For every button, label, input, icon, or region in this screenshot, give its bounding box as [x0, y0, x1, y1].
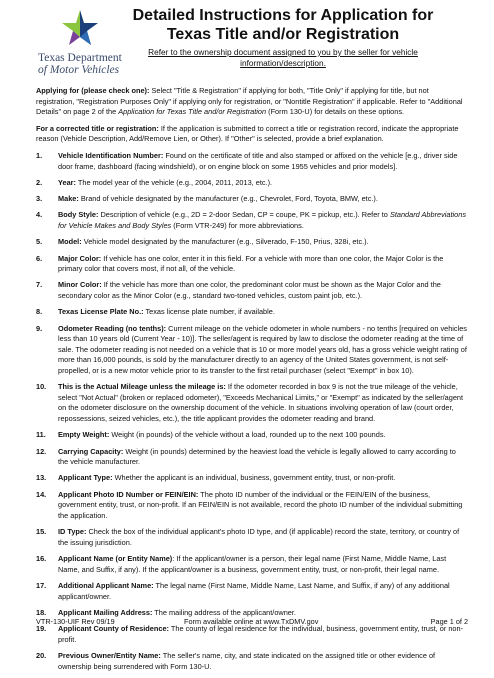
item-number: 7. — [36, 280, 43, 290]
intro-applying-for — [36, 86, 468, 118]
item-number: 9. — [36, 323, 43, 333]
item-label: Model: — [58, 237, 82, 247]
intro-label: For a corrected title or registration: — [36, 123, 159, 133]
subtitle-line1: Refer to the ownership document assigned to you by the seller for vehicle — [148, 47, 418, 57]
item-label: Year: — [58, 177, 76, 187]
intro-corrected-title — [36, 124, 468, 145]
form-availability: Form available online at www.TxDMV.gov — [184, 617, 319, 626]
item-label: Body Style: — [58, 210, 99, 220]
logo-text-line1: Texas Department — [38, 52, 122, 64]
item-label: Previous Owner/Entity Name: — [58, 651, 161, 660]
item-number: 8. — [36, 307, 43, 317]
item-label: Carrying Capacity: — [58, 446, 124, 456]
item-text: If the vehicle has more than one color, the predominant color must be shown as the Major Color and the secondary color as the Minor Color (e.g., standard two-toned vehicles, custom paint job, etc.). — [58, 280, 441, 301]
item-text: Whether the applicant is an individual, business, government entity, trust, or non-profit. — [112, 473, 396, 483]
item-number: 16. — [36, 554, 47, 564]
item-label: Texas License Plate No.: — [58, 307, 144, 317]
item-label: Applicant Type: — [58, 473, 113, 483]
item-label: Applicant County of Residence: — [58, 624, 169, 634]
item-label: Applicant Name (or Entity Name) — [58, 554, 173, 564]
instruction-item — [36, 581, 468, 602]
page-footer — [36, 617, 468, 629]
instruction-item — [36, 490, 468, 522]
instruction-item — [36, 527, 468, 548]
item-text: The seller's name, city, and state indicated on the assigned title or other evidence of ownership being surrendered with Form 130-U. — [58, 651, 436, 671]
instruction-item — [36, 324, 468, 377]
item-number: 4. — [36, 210, 43, 220]
star-logo-icon — [58, 8, 102, 50]
instruction-item — [36, 382, 468, 424]
item-tail: (Form VTR-249) for more abbreviations. — [171, 221, 304, 230]
item-text: Weight (in pounds) of the vehicle without a load, rounded up to the next 100 pounds. — [109, 430, 386, 440]
logo-text-line2: of Motor Vehicles — [38, 64, 120, 76]
item-label: Minor Color: — [58, 280, 102, 290]
item-text: The legal name (First Name, Middle Name, Last Name, and Suffix, if any) of any additional applicant/owner. — [58, 580, 450, 601]
instruction-item — [36, 473, 468, 484]
instruction-item — [36, 430, 468, 441]
item-label: Additional Applicant Name: — [58, 580, 154, 590]
item-label: Major Color: — [58, 253, 102, 263]
item-text: : If the applicant/owner is a person, their legal name (First Name, Middle Name, Last Name, and Suffix, if any). If the applicant/owner is a business, government entity, trust, or non-profit, their legal name. — [58, 554, 447, 574]
item-number: 14. — [36, 489, 47, 499]
title-line1: Detailed Instructions for Application for — [132, 7, 434, 24]
instruction-item — [36, 151, 468, 172]
item-number: 20. — [36, 651, 47, 660]
instructions-body — [36, 86, 468, 678]
instruction-item — [36, 447, 468, 468]
instruction-item — [36, 254, 468, 275]
form-id: VTR-130-UIF Rev 09/19 — [36, 617, 115, 626]
subtitle-line2: information/description. — [240, 58, 326, 68]
instruction-item — [36, 237, 468, 248]
item-number: 1. — [36, 150, 43, 160]
item-text: Vehicle model designated by the manufacturer (e.g., Silverado, F-150, Prius, 328i, etc.). — [81, 237, 369, 247]
intro-label: Applying for (please check one): — [36, 86, 150, 95]
item-number: 5. — [36, 237, 43, 247]
document-subtitle — [118, 47, 448, 69]
item-text: Texas license plate number, if available. — [143, 307, 275, 317]
intro-text: If the application is submitted to correct a title or registration record, indicate the appropriate reason (Vehicle Description, Add/Remove Lien, or Other). If "Other" is selected, provide a brief explanation. — [36, 123, 459, 144]
item-label: Make: — [58, 194, 79, 204]
instruction-item — [36, 194, 468, 205]
item-label: Vehicle Identification Number: — [58, 150, 164, 160]
item-text: Weight (in pounds) determined by the heaviest load the vehicle is legally allowed to carry according to the vehicle manufacturer. — [58, 446, 456, 467]
item-text: If vehicle has one color, enter it in this field. For a vehicle with more than one color, the Major Color is the primary color that covers most, if not all, of the vehicle. — [58, 253, 444, 274]
item-text: Brand of vehicle designated by the manufacturer (e.g., Chevrolet, Ford, Toyota, BMW, etc.). — [78, 194, 378, 204]
document-title — [118, 6, 448, 44]
item-italic: Standard Abbreviations for Vehicle Makes and Body Styles — [58, 210, 467, 230]
txdmv-logo — [38, 8, 128, 80]
instruction-item — [36, 280, 468, 301]
item-number: 18. — [36, 607, 47, 617]
item-number: 3. — [36, 194, 43, 204]
item-label: Applicant Mailing Address: — [58, 607, 153, 617]
item-label: Odometer Reading (no tenths): — [58, 323, 167, 333]
item-text: Description of vehicle (e.g., 2D = 2-door Sedan, CP = coupe, PK = pickup, etc.). Refer to — [98, 210, 390, 220]
item-label: ID Type: — [58, 527, 87, 537]
item-text: Found on the certificate of title and also stamped or affixed on the vehicle [e.g., driver side door frame, dashboard (facing windshield), or on engine block on some 1955 vehicles and prior models]. — [58, 150, 458, 171]
item-number: 11. — [36, 430, 46, 440]
instruction-item — [36, 178, 468, 189]
page-number: Page 1 of 2 — [430, 617, 468, 626]
item-number: 17. — [36, 580, 47, 590]
item-text: The model year of the vehicle (e.g., 2004, 2011, 2013, etc.). — [75, 177, 273, 187]
intro-italic: Application for Texas Title and/or Registration — [118, 107, 267, 117]
item-label: Applicant Photo ID Number or FEIN/EIN: — [58, 489, 199, 499]
item-number: 10. — [36, 382, 47, 392]
item-number: 15. — [36, 527, 47, 537]
page-header — [0, 0, 494, 84]
item-text: The county of legal residence for the individual, business, government entity, trust, or non-profit. — [58, 624, 464, 644]
item-label: This is the Actual Mileage unless the mileage is: — [58, 382, 226, 392]
instruction-item — [36, 210, 468, 231]
title-line2: Texas Title and/or Registration — [166, 26, 400, 43]
item-number: 2. — [36, 177, 43, 187]
item-number: 19. — [36, 624, 47, 634]
item-text: If the odometer recorded in box 9 is not the true mileage of the vehicle, select "Not Actual" (broken or replaced odometer), "Exceeds Mechanical Limits," or "Exempt" as indicated by the seller/agent on the odometer disclosure on the ownership document of the vehicle. In situations involving operation of law (court order, repossessions, seized vehicles, etc.), the title applicant provides the odometer reading and brand. — [58, 382, 464, 424]
item-text: Check the box of the individual applicant's photo ID type, and (if applicable) record the state, territory, or country of the issuing jurisdiction. — [58, 527, 460, 547]
item-number: 12. — [36, 446, 47, 456]
item-text: The mailing address of the applicant/owner. — [152, 607, 296, 617]
instruction-item — [36, 307, 468, 318]
item-label: Empty Weight: — [58, 430, 110, 440]
intro-text: Select "Title & Registration" if applying for both, "Title Only" if applying for title, but not registration, "Registration Purposes Only" if applying only for registration, or "Nontitle Registration" if applicable. Refer to "Additional Details" on page 2 of the — [36, 86, 463, 117]
instruction-item — [36, 554, 468, 575]
item-text: Current mileage on the vehicle odometer in whole numbers - no tenths [required on vehicles less than 10 years old (Current Year - 10)]. The seller/agent is required by law to disclose the odometer reading at the time of sale. The odometer reading is not needed on a vehicle that is 10 or more model years old, has a gross vehicle weight rating of more than 16,000 pounds, is sold by the manufacturer directly to an agency of the United States government, is not self-propelled, or is a new motor vehicle prior to its transfer to the first retail purchaser (select "Exempt" in box 10). — [58, 323, 467, 375]
intro-tail: (Form 130-U) for details on these options. — [266, 107, 405, 117]
item-number: 13. — [36, 473, 47, 483]
item-number: 6. — [36, 253, 43, 263]
item-text: The photo ID number of the individual or the FEIN/EIN of the business, government entity, trust, or non-profit. If an FEIN/EIN is not available, record the photo ID number of the individual submitting the application. — [58, 489, 463, 520]
instruction-item — [36, 651, 468, 672]
